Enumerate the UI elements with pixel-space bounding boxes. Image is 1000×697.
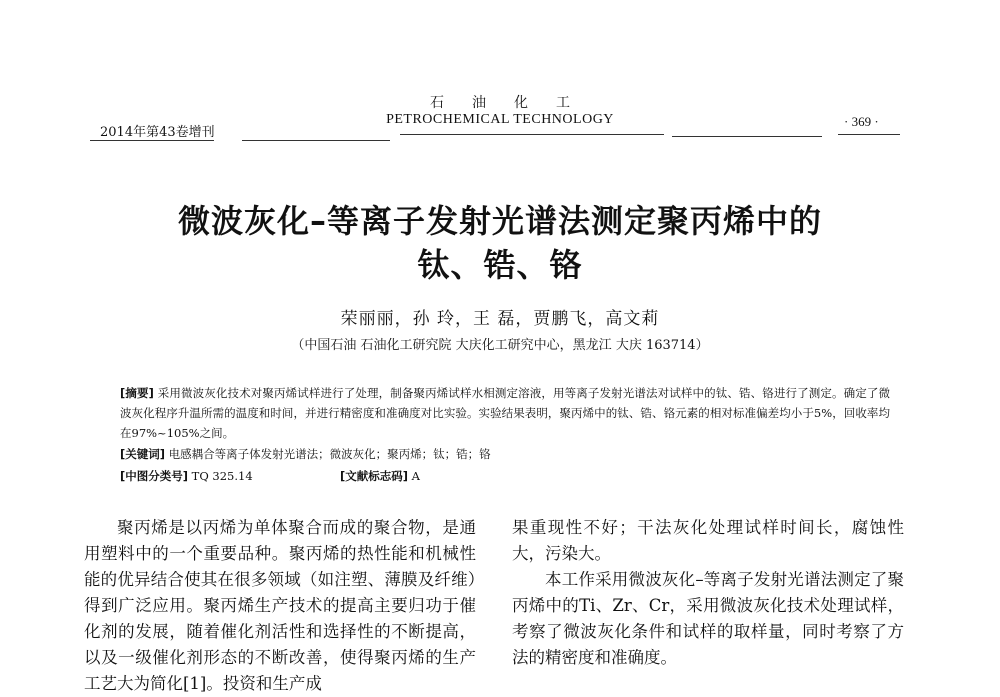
journal-name-english: PETROCHEMICAL TECHNOLOGY xyxy=(386,112,614,127)
header-rule xyxy=(90,140,214,141)
abstract-text: 采用微波灰化技术对聚丙烯试样进行了处理，制备聚丙烯试样水相测定溶液，用等离子发射光谱法对试样中的钛、锆、铬进行了测定。确定了微波灰化程序升温所需的温度和时间，并进行精密度和准确度对比实验。实验结果表明，聚丙烯中的钛、锆、铬元素的相对标准偏差均小于5%，回收率均在97%~105%之间。 xyxy=(120,386,891,440)
issue-label: 2014年第43卷增刊 xyxy=(100,125,215,140)
header-rule xyxy=(672,136,822,137)
document-code-value: A xyxy=(411,469,420,483)
body-column-right xyxy=(512,515,904,671)
document-code xyxy=(340,466,420,486)
classification-value: TQ 325.14 xyxy=(191,469,253,483)
affiliation: （中国石油 石油化工研究院 大庆化工研究中心，黑龙江 大庆 163714） xyxy=(291,338,709,353)
keywords-label: [关键词] xyxy=(120,447,166,461)
document-code-label: [文献标志码] xyxy=(340,469,409,483)
keywords xyxy=(120,444,890,464)
header-rule xyxy=(242,140,390,141)
body-paragraph: 果重现性不好；干法灰化处理试样时间长，腐蚀性大，污染大。 xyxy=(512,518,904,563)
header-rule xyxy=(838,134,900,135)
author-list: 荣丽丽，孙 玲，王 磊，贾鹏飞，高文莉 xyxy=(340,309,660,329)
journal-name-chinese: 石油化工 xyxy=(430,95,598,111)
abstract-label: [摘要] xyxy=(120,386,154,400)
paper-title-line-1: 微波灰化–等离子发射光谱法测定聚丙烯中的 xyxy=(177,202,822,240)
body-column-left xyxy=(84,515,476,697)
body-paragraph: 聚丙烯是以丙烯为单体聚合而成的聚合物，是通用塑料中的一个重要品种。聚丙烯的热性能和机械性能的优异结合使其在很多领域（如注塑、薄膜及纤维）得到广泛应用。聚丙烯生产技术的提高主要归功于催化剂的发展，随着催化剂活性和选择性的不断提高，以及一级催化剂形态的不断改善，使得聚丙烯的生产工艺大为简化[1]。投资和生产成 xyxy=(84,518,476,693)
abstract xyxy=(120,383,890,443)
keywords-text: 电感耦合等离子体发射光谱法；微波灰化；聚丙烯；钛；锆；铬 xyxy=(168,447,491,461)
paper-title-line-2: 钛、锆、铬 xyxy=(417,246,583,284)
classification-label: [中图分类号] xyxy=(120,469,189,483)
page-number: · 369 · xyxy=(844,114,879,129)
body-paragraph: 本工作采用微波灰化–等离子发射光谱法测定了聚丙烯中的Ti、Zr、Cr，采用微波灰化技术处理试样，考察了微波灰化条件和试样的取样量，同时考察了方法的精密度和准确度。 xyxy=(512,570,904,667)
header-rule xyxy=(400,134,664,135)
classification xyxy=(120,466,890,486)
